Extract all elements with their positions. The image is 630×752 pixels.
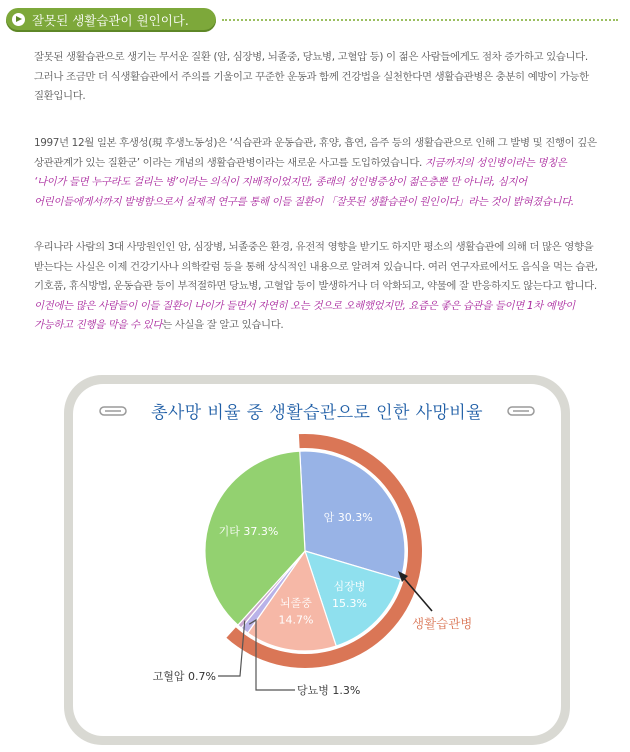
highlight-text: ‘나이가 들면 누구라도 걸리는 병’이라는 의식이 지배적이었지만, 종래의 성인병증상이 젊은층뿐 만 아니라, 심지어 [34,176,527,189]
slice-label-other: 기타 37.3% [218,524,279,538]
highlight-text: 이전에는 많은 사람들이 이들 질환이 나이가 들면서 자연히 오는 것으로 오해했었지만, 요즘은 좋은 습관을 들이면 1차 예방이 [34,299,575,312]
group-label: 생활습관병 [412,616,473,631]
text-line: 질환입니다. [34,90,86,103]
text-line: 우리나라 사람의 3대 사망원인인 암, 심장병, 뇌졸중은 환경, 유전적 영향을 받기도 하지만 평소의 생활습관에 의해 더 많은 영향을 [34,241,594,253]
text-span: 는 사실을 잘 알고 있습니다. [162,319,284,332]
text-line: 기호품, 휴식방법, 운동습관 등이 부적절하면 당뇨병, 고혈압 등이 발생하거나 더 악화되고, 약물에 잘 반응하지도 않는다고 합니다. [34,280,597,293]
highlight-text: 가능하고 진행을 막을 수 있다 [34,319,163,332]
slice-value-stroke: 14.7% [278,613,314,627]
highlight-text: 어린이들에게서까지 발병함으로서 실제적 연구를 통해 이들 질환이 「잘못된 생활습관이 원인이다」라는 것이 밝혀졌습니다. [34,195,574,208]
text-line: 잘못된 생활습관으로 생기는 무서운 질환 (암, 심장병, 뇌졸중, 당뇨병, 고혈압 등) 이 젊은 사람들에게도 점차 증가하고 있습니다. [34,51,588,63]
text-span: 상관관계가 있는 질환군’ 이라는 개념의 생활습관병이라는 새로운 사고를 도입하였습니다. [34,156,425,169]
text-line: 1997년 12월 일본 후생성(現 후생노동성)은 ‘식습관과 운동습관, 휴양, 흡연, 음주 등의 생활습관으로 인해 그 발병 및 진행이 깊은 [34,137,597,149]
chart-title: 총사망 비율 중 생활습관으로 인한 사망비율 [151,403,483,423]
callout-label-diabetes: 당뇨병 1.3% [297,684,361,697]
section-title: 잘못된 생활습관이 원인이다. [32,13,189,28]
callout-label-hypertension: 고혈압 0.7% [152,670,216,683]
slice-label-stroke: 뇌졸중 [280,596,312,610]
highlight-text: 지금까지의 성인병이라는 명칭은 [424,156,567,169]
text-line: 받는다는 사실은 이제 건강기사나 의학칼럼 등을 통해 상식적인 내용으로 알려져 있습니다. 여러 연구자료에서도 음식을 먹는 습관, [34,260,598,273]
slice-label-heart: 심장병 [333,580,366,594]
slice-label-cancer: 암 30.3% [323,510,373,524]
slice-value-heart: 15.3% [331,597,367,611]
text-line: 그러나 조금만 더 식생활습관에서 주의를 기울이고 꾸준한 운동과 함께 건강법을 실천한다면 생활습관병은 충분히 예방이 가능한 [34,70,589,83]
